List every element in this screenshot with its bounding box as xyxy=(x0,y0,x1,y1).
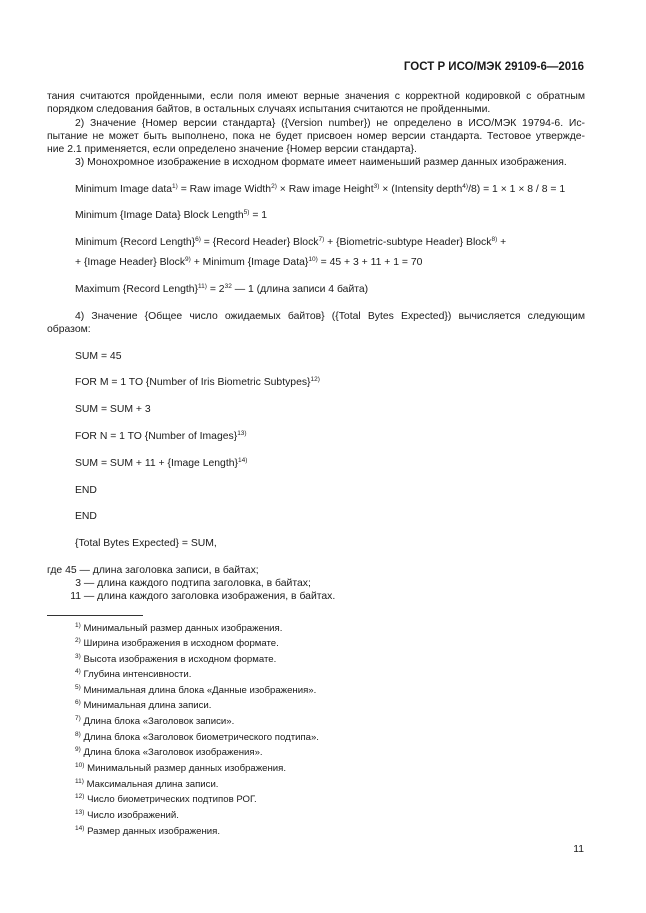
footnote: $^{1)}$ Минимальный размер данных изображения. xyxy=(75,622,283,634)
code-line: {Total Bytes Expected} = SUM, xyxy=(75,538,217,549)
footnote: $^{3)}$ Высота изображения в исходном формате. xyxy=(75,653,277,665)
code-line: FOR M = 1 TO {Number of Iris Biometric Subtypes}$^{12)}$ xyxy=(75,376,320,388)
paragraph-line: порядком следования байтов, в остальных случаях испытания считаются не пройденными. xyxy=(47,104,491,115)
footnote: $^{4)}$ Глубина интенсивности. xyxy=(75,668,192,680)
paragraph-line: 3) Монохромное изображение в исходном формате имеет наименьший размер данных изображения. xyxy=(75,157,567,168)
formula-max-record-length: Maximum {Record Length}$^{11)}$ = $2^{32}$ — 1 (длина записи 4 байта) xyxy=(75,283,369,295)
formula-min-image-data: Minimum Image data$^{1)}$ = Raw image Width$^{2)}$ × Raw image Height$^{3)}$ × (Intensity depth$^{4)}$/8) = 1 × 1 × 8 / 8 = 1 xyxy=(75,183,566,195)
footnote: $^{11)}$ Максимальная длина записи. xyxy=(75,778,219,790)
legend-item: 3 — длина каждого подтипа заголовка, в байтах; xyxy=(75,578,311,589)
footnote: $^{7)}$ Длина блока «Заголовок записи». xyxy=(75,715,235,727)
code-line: SUM = SUM + 3 xyxy=(75,404,151,415)
footnote-separator xyxy=(47,615,143,616)
code-line: END xyxy=(75,485,97,496)
footnote: $^{8)}$ Длина блока «Заголовок биометрического подтипа». xyxy=(75,731,319,743)
paragraph-line: 2) Значение {Номер версии стандарта} ({Version number}) не определено в ИСО/МЭК 19794-6. Ис- xyxy=(75,118,585,129)
formula-min-block-length: Minimum {Image Data} Block Length$^{5)}$ = 1 xyxy=(75,209,268,221)
formula-min-record-length-cont: + {Image Header} Block$^{9)}$ + Minimum {Image Data}$^{10)}$ = 45 + 3 + 11 + 1 = 70 xyxy=(75,256,423,268)
footnote: $^{5)}$ Минимальная длина блока «Данные изображения». xyxy=(75,684,317,696)
paragraph-line: пытание не может быть выполнено, пока не будет присвоен номер версии стандарта. Тестовое утвержде- xyxy=(47,131,585,142)
code-line: END xyxy=(75,511,97,522)
paragraph-line: образом: xyxy=(47,324,91,335)
footnote: $^{12)}$ Число биометрических подтипов РОГ. xyxy=(75,793,257,805)
paragraph-line: ние 2.1 применяется, если определено значение {Номер версии стандарта}. xyxy=(47,144,417,155)
footnote: $^{2)}$ Ширина изображения в исходном формате. xyxy=(75,637,279,649)
code-line: FOR N = 1 TO {Number of Images}$^{13)}$ xyxy=(75,430,247,442)
code-line: SUM = 45 xyxy=(75,351,122,362)
footnote: $^{14)}$ Размер данных изображения. xyxy=(75,825,221,837)
formula-min-record-length: Minimum {Record Length}$^{6)}$ = {Record Header} Block$^{7)}$ + {Biometric-subtype Header} Block$^{8)}$ + xyxy=(75,236,507,248)
footnote: $^{13)}$ Число изображений. xyxy=(75,809,179,821)
page-number: 11 xyxy=(573,844,584,855)
legend-item: 11 — длина каждого заголовка изображения, в байтах. xyxy=(70,591,336,602)
footnote: $^{10)}$ Минимальный размер данных изображения. xyxy=(75,762,287,774)
paragraph-line: 4) Значение {Общее число ожидаемых байтов} ({Total Bytes Expected}) вычисляется следующим xyxy=(75,311,585,322)
code-line: SUM = SUM + 11 + {Image Length}$^{14)}$ xyxy=(75,457,248,469)
footnote: $^{6)}$ Минимальная длина записи. xyxy=(75,699,212,711)
legend-item: где 45 — длина заголовка записи, в байтах; xyxy=(47,565,259,576)
footnote: $^{9)}$ Длина блока «Заголовок изображения». xyxy=(75,746,263,758)
paragraph-line: тания считаются пройденными, если поля имеют верные значения с корректной кодировкой с обратным xyxy=(47,91,585,102)
document-header: ГОСТ Р ИСО/МЭК 29109-6—2016 xyxy=(403,61,584,73)
